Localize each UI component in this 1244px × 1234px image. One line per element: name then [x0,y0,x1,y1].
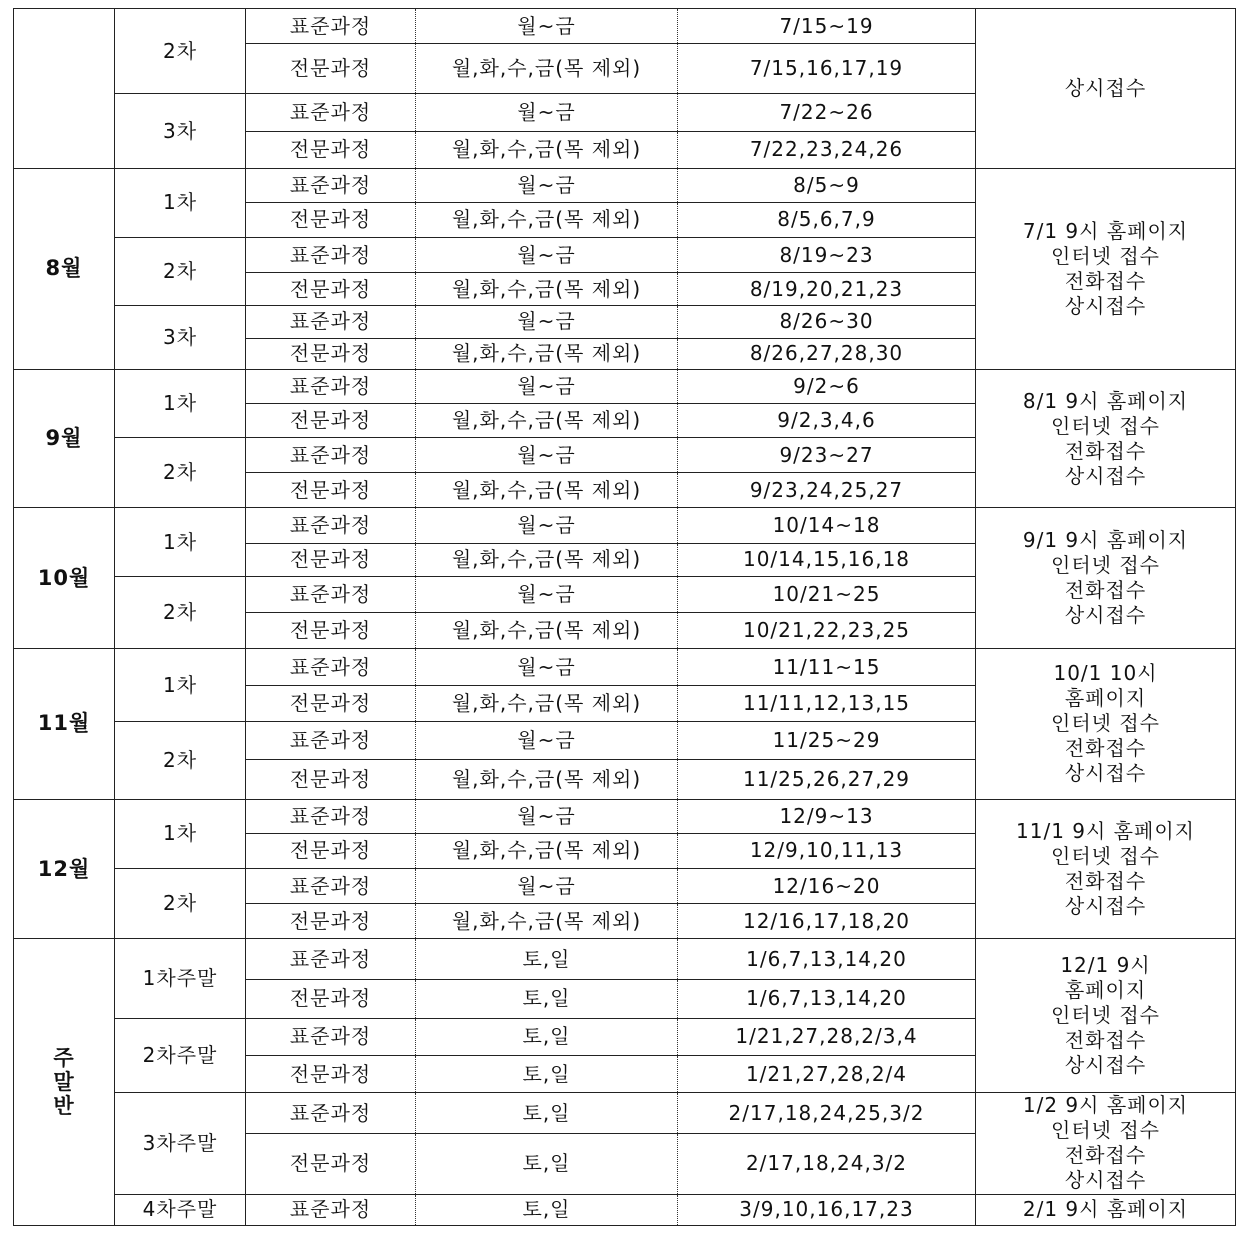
registration-note-cell: 2/1 9시 홈페이지 [976,1194,1236,1225]
course-type-cell: 표준과정 [246,649,416,686]
registration-note-cell: 10/1 10시 홈페이지 인터넷 접수 전화접수 상시접수 [976,649,1236,800]
course-dates-cell: 8/26,27,28,30 [678,338,976,369]
course-days-cell: 토,일 [416,1133,678,1194]
course-days-cell: 월,화,수,금(목 제외) [416,759,678,799]
registration-note-cell: 12/1 9시 홈페이지 인터넷 접수 전화접수 상시접수 [976,939,1236,1093]
course-dates-cell: 8/5,6,7,9 [678,202,976,237]
course-dates-cell: 10/21~25 [678,576,976,612]
round-cell: 3차 [115,94,246,168]
course-dates-cell: 2/17,18,24,25,3/2 [678,1093,976,1134]
course-type-cell: 표준과정 [246,1018,416,1055]
course-days-cell: 월,화,수,금(목 제외) [416,612,678,648]
course-type-cell: 표준과정 [246,94,416,131]
round-cell: 3차주말 [115,1093,246,1194]
course-dates-cell: 8/19,20,21,23 [678,273,976,306]
round-cell: 2차 [115,576,246,648]
course-days-cell: 월~금 [416,722,678,759]
course-days-cell: 월,화,수,금(목 제외) [416,273,678,306]
course-type-cell: 전문과정 [246,759,416,799]
course-days-cell: 토,일 [416,1055,678,1092]
course-days-cell: 토,일 [416,1093,678,1134]
registration-note-cell: 11/1 9시 홈페이지 인터넷 접수 전화접수 상시접수 [976,799,1236,939]
course-days-cell: 월,화,수,금(목 제외) [416,686,678,722]
course-days-cell: 토,일 [416,1018,678,1055]
month-weekend: 주 말 반 [14,939,115,1226]
course-type-cell: 전문과정 [246,979,416,1018]
course-type-cell: 표준과정 [246,438,416,473]
course-type-cell: 표준과정 [246,939,416,979]
course-type-cell: 전문과정 [246,904,416,939]
course-days-cell: 토,일 [416,1194,678,1225]
table-row [14,1194,1236,1225]
course-dates-cell: 7/15,16,17,19 [678,44,976,94]
round-cell: 1차주말 [115,939,246,1018]
course-days-cell: 월~금 [416,438,678,473]
course-dates-cell: 11/25~29 [678,722,976,759]
course-dates-cell: 1/21,27,28,2/3,4 [678,1018,976,1055]
course-days-cell: 월~금 [416,238,678,273]
course-type-cell: 표준과정 [246,1093,416,1134]
course-type-cell: 표준과정 [246,9,416,44]
course-type-cell: 표준과정 [246,869,416,904]
course-type-cell: 표준과정 [246,576,416,612]
course-type-cell: 표준과정 [246,168,416,202]
course-days-cell: 월,화,수,금(목 제외) [416,543,678,576]
course-type-cell: 표준과정 [246,306,416,338]
month-july [14,9,115,169]
course-dates-cell: 9/23,24,25,27 [678,473,976,508]
course-dates-cell: 8/19~23 [678,238,976,273]
course-dates-cell: 9/2,3,4,6 [678,403,976,437]
course-dates-cell: 12/9~13 [678,799,976,833]
course-dates-cell: 10/14~18 [678,508,976,543]
course-type-cell: 전문과정 [246,1133,416,1194]
round-cell: 2차 [115,722,246,799]
course-days-cell: 월,화,수,금(목 제외) [416,833,678,868]
registration-note-cell: 8/1 9시 홈페이지 인터넷 접수 전화접수 상시접수 [976,369,1236,508]
registration-note-cell: 1/2 9시 홈페이지 인터넷 접수 전화접수 상시접수 [976,1093,1236,1194]
course-type-cell: 전문과정 [246,202,416,237]
course-days-cell: 월,화,수,금(목 제외) [416,338,678,369]
round-cell: 2차 [115,869,246,939]
round-cell: 2차 [115,238,246,306]
table-row [14,9,1236,44]
course-dates-cell: 1/21,27,28,2/4 [678,1055,976,1092]
round-cell: 1차 [115,508,246,576]
month-august: 8월 [14,168,115,369]
course-days-cell: 월,화,수,금(목 제외) [416,131,678,168]
course-type-cell: 전문과정 [246,473,416,508]
course-type-cell: 전문과정 [246,403,416,437]
course-type-cell: 표준과정 [246,1194,416,1225]
course-dates-cell: 7/22~26 [678,94,976,131]
month-september: 9월 [14,369,115,508]
month-october: 10월 [14,508,115,649]
course-days-cell: 월~금 [416,508,678,543]
registration-note-cell: 7/1 9시 홈페이지 인터넷 접수 전화접수 상시접수 [976,168,1236,369]
table-row [14,1093,1236,1134]
course-type-cell: 전문과정 [246,543,416,576]
course-days-cell: 월~금 [416,649,678,686]
course-type-cell: 표준과정 [246,369,416,403]
round-cell: 1차 [115,369,246,437]
course-days-cell: 월~금 [416,576,678,612]
round-cell: 2차 [115,9,246,94]
table-row [14,369,1236,403]
course-days-cell: 월,화,수,금(목 제외) [416,904,678,939]
course-type-cell: 전문과정 [246,273,416,306]
course-type-cell: 표준과정 [246,238,416,273]
course-days-cell: 토,일 [416,979,678,1018]
round-cell: 1차 [115,649,246,722]
table-row [14,939,1236,979]
course-type-cell: 전문과정 [246,612,416,648]
course-days-cell: 월~금 [416,9,678,44]
course-days-cell: 토,일 [416,939,678,979]
course-dates-cell: 3/9,10,16,17,23 [678,1194,976,1225]
course-dates-cell: 1/6,7,13,14,20 [678,979,976,1018]
course-dates-cell: 11/25,26,27,29 [678,759,976,799]
course-type-cell: 전문과정 [246,338,416,369]
course-type-cell: 표준과정 [246,799,416,833]
course-type-cell: 전문과정 [246,44,416,94]
course-type-cell: 표준과정 [246,508,416,543]
month-november: 11월 [14,649,115,800]
course-type-cell: 전문과정 [246,131,416,168]
course-dates-cell: 1/6,7,13,14,20 [678,939,976,979]
round-cell: 3차 [115,306,246,369]
course-type-cell: 전문과정 [246,833,416,868]
course-dates-cell: 7/15~19 [678,9,976,44]
registration-note-cell: 상시접수 [976,9,1236,169]
course-dates-cell: 9/2~6 [678,369,976,403]
course-dates-cell: 2/17,18,24,3/2 [678,1133,976,1194]
course-type-cell: 표준과정 [246,722,416,759]
course-dates-cell: 12/9,10,11,13 [678,833,976,868]
course-type-cell: 전문과정 [246,1055,416,1092]
registration-note-cell: 9/1 9시 홈페이지 인터넷 접수 전화접수 상시접수 [976,508,1236,649]
course-type-cell: 전문과정 [246,686,416,722]
course-dates-cell: 8/26~30 [678,306,976,338]
course-days-cell: 월,화,수,금(목 제외) [416,202,678,237]
course-days-cell: 월,화,수,금(목 제외) [416,403,678,437]
course-dates-cell: 8/5~9 [678,168,976,202]
course-dates-cell: 7/22,23,24,26 [678,131,976,168]
course-dates-cell: 10/21,22,23,25 [678,612,976,648]
table-row [14,649,1236,686]
course-dates-cell: 11/11,12,13,15 [678,686,976,722]
schedule-table [13,8,1236,1226]
course-days-cell: 월~금 [416,306,678,338]
course-days-cell: 월~금 [416,369,678,403]
month-december: 12월 [14,799,115,939]
course-dates-cell: 10/14,15,16,18 [678,543,976,576]
course-days-cell: 월~금 [416,799,678,833]
course-days-cell: 월~금 [416,94,678,131]
course-days-cell: 월~금 [416,869,678,904]
course-dates-cell: 9/23~27 [678,438,976,473]
course-dates-cell: 11/11~15 [678,649,976,686]
course-dates-cell: 12/16~20 [678,869,976,904]
table-row [14,508,1236,543]
round-cell: 2차주말 [115,1018,246,1092]
course-days-cell: 월,화,수,금(목 제외) [416,44,678,94]
course-days-cell: 월,화,수,금(목 제외) [416,473,678,508]
course-dates-cell: 12/16,17,18,20 [678,904,976,939]
round-cell: 2차 [115,438,246,508]
round-cell: 1차 [115,168,246,237]
table-row [14,799,1236,833]
round-cell: 4차주말 [115,1194,246,1225]
round-cell: 1차 [115,799,246,868]
course-days-cell: 월~금 [416,168,678,202]
table-row [14,168,1236,202]
